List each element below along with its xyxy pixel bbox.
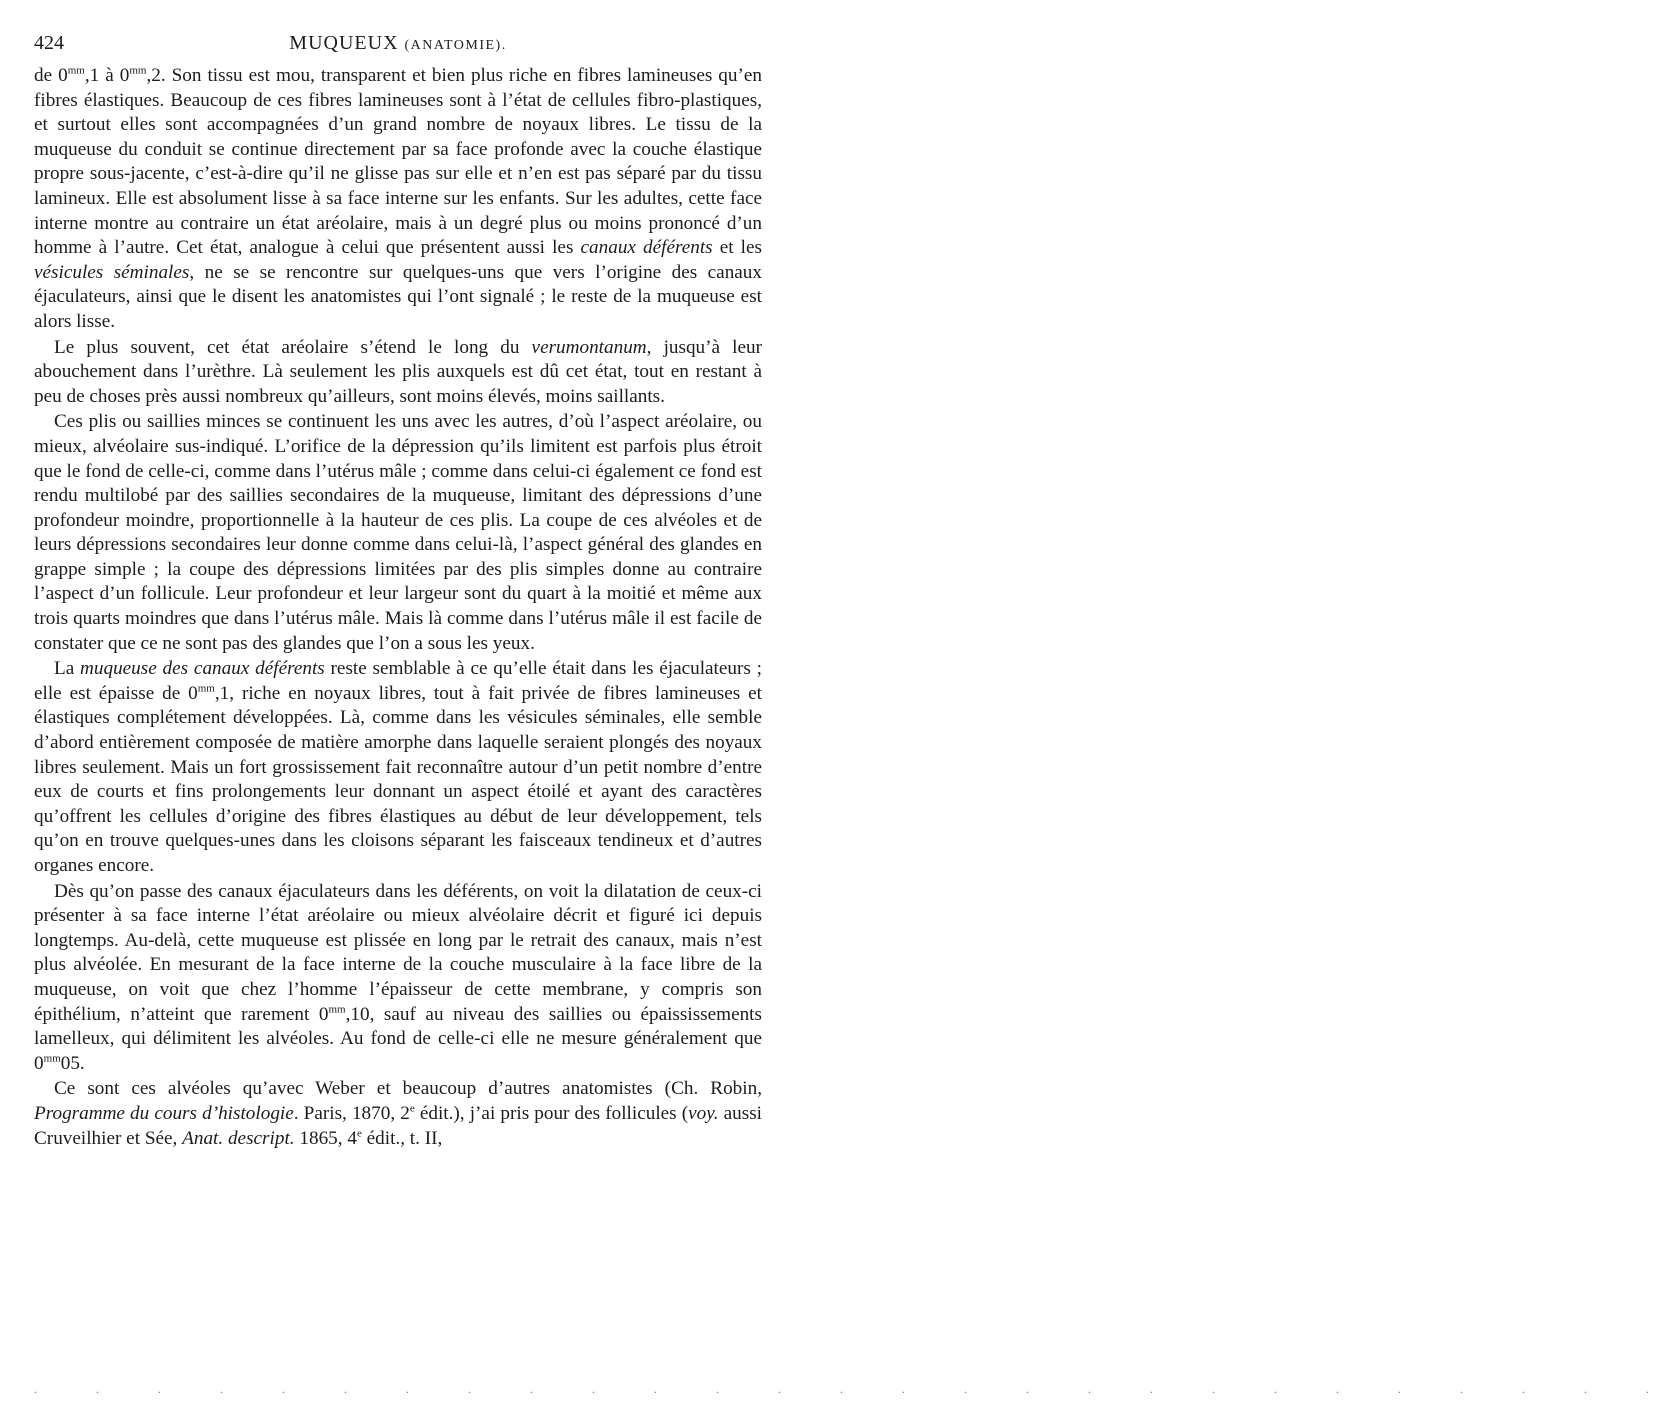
italic-term: voy.: [688, 1102, 719, 1124]
superscript: mm: [328, 1003, 346, 1016]
text-run: ,1 à 0: [84, 65, 130, 86]
text-run: 05.: [60, 1052, 85, 1074]
text-run: Ce sont ces alvéoles qu’avec Weber et beaucoup d’autres anatomistes (Ch. Robin,: [54, 1078, 762, 1100]
italic-term: Anat. descript.: [182, 1127, 295, 1149]
superscript: mm: [129, 64, 147, 77]
italic-term: verumontanum: [531, 336, 647, 358]
text-run: ,2. Son tissu est mou, transparent et bien plus riche en fibres lamineuses qu’en fibres élastiques. Beaucoup de ces fibres lamineuses sont à l’état de cellules fibro-plastiques, et surtout elles sont accompagnées d’un grand nombre de noyaux libres. Le tissu de la muqueuse du conduit se continue directement par sa face profonde avec la couche élastique propre sous-jacente, c’est-à-dire qu’il ne glisse pas sur elle et n’en est pas séparé par du tissu lamineux. Elle est absolument lisse à sa face interne sur les enfants. Sur les adultes, cette face interne montre au contraire un état aréolaire, mais à un degré plus ou moins prononcé d’un homme à l’autre. Cet état, analogue à celui que présentent aussi les: [34, 65, 762, 259]
text-run: Le plus souvent, cet état aréolaire s’étend le long du: [54, 336, 532, 358]
text-run: 1865, 4: [294, 1127, 357, 1149]
text-run: édit., t. II,: [361, 1127, 443, 1149]
italic-term: canaux déférents: [580, 237, 713, 259]
text-run: édit.), j’ai pris pour des follicules (: [414, 1102, 689, 1124]
italic-term: vésicules séminales: [34, 261, 190, 283]
paragraph: [34, 64, 762, 335]
text-run: ,10, sauf au niveau des saillies ou épaississements lamelleux, qui délimitent les alvéoles. Au fond de celle-ci elle ne mesure généralement que 0: [34, 1003, 762, 1074]
running-head-title: MUQUEUX: [289, 32, 399, 54]
paragraph: [34, 1077, 762, 1151]
page-header: [34, 28, 762, 64]
running-head-subtitle: (ANATOMIE).: [404, 38, 507, 53]
paragraph: [34, 336, 762, 410]
page-number: 424: [34, 32, 64, 54]
text-run: . Paris, 1870, 2: [293, 1102, 410, 1124]
paragraph: [34, 410, 762, 656]
italic-term: Programme du cours d’histologie: [34, 1102, 294, 1124]
text-run: La: [54, 658, 81, 680]
text-run: Dès qu’on passe des canaux éjaculateurs dans les déférents, on voit la dilatation de ceux-ci présenter à sa face interne l’état aréolaire ou mieux alvéolaire décrit et figuré ici depuis longtemps. Au-delà, cette muqueuse est plissée en long par le retrait des canaux, mais n’est plus alvéolée. En mesurant de la face interne de la couche musculaire à la face libre de la muqueuse, on voit que chez l’homme l’épaisseur de cette membrane, y compris son épithélium, n’atteint que rarement 0: [34, 880, 762, 1025]
superscript: e: [356, 1127, 362, 1140]
text-run: et les: [712, 237, 762, 259]
text-run: Ces plis ou saillies minces se continuent les uns avec les autres, d’où l’aspect aréolaire, ou mieux, alvéolaire sus-indiqué. L’orifice de la dépression qu’ils limitent est parfois plus étroit que le fond de celle-ci, comme dans l’utérus mâle ; comme dans celui-ci également ce fond est rendu multilobé par des saillies secondaires de la muqueuse, limitant des dépressions d’une profondeur moindre, proportionnelle à la hauteur de ces plis. La coupe de ces alvéoles et de leurs dépressions secondaires leur donne comme dans celui-là, l’aspect général des glandes en grappe simple ; la coupe des dépressions limitées par des plis simples donne au contraire l’aspect d’un follicule. Leur profondeur et leur largeur sont du quart à la moitié et même aux trois quarts moindres que dans l’utérus mâle. Mais là comme dans l’utérus mâle il est facile de constater que ce ne sont pas des glandes que l’on a sous les yeux.: [34, 411, 762, 654]
text-run: ,1, riche en noyaux libres, tout à fait privée de fibres lamineuses et élastiques complétement développées. Là, comme dans les vésicules séminales, elle semble d’abord entièrement composée de matière amorphe dans laquelle seraient plongés des noyaux libres seulement. Mais un fort grossissement fait reconnaître autour d’un petit nombre d’entre eux de courts et fins prolongements leur donnant un aspect étoilé et ayant des caractères qu’offrent les cellules d’origine des fibres élastiques au début de leur développement, tels qu’on en trouve quelques-unes dans les cloisons séparant les faisceaux tendineux et d’autres organes encore.: [34, 682, 762, 876]
body-text: [34, 64, 762, 1151]
text-run: reste semblable à ce qu’elle était dans les éjaculateurs ; elle est épaisse de 0: [34, 658, 762, 704]
text-run: aussi Cruveilhier et Sée,: [34, 1102, 762, 1149]
superscript: e: [409, 1102, 415, 1115]
paragraph: [34, 657, 762, 878]
text-run: , jusqu’à leur abouchement dans l’urèthre. Là seulement les plis auxquels est dû cet état, tout en restant à peu de choses près aussi nombreux qu’ailleurs, sont moins élevés, moins saillants.: [34, 336, 762, 407]
superscript: mm: [43, 1052, 61, 1065]
paragraph: [34, 880, 762, 1077]
scan-artifact-dots: . . . . . . . . . . . . . . . . . . . . . . . . . . .: [34, 1382, 1677, 1396]
running-head: [34, 32, 762, 55]
superscript: mm: [197, 682, 215, 695]
text-run: de 0: [34, 65, 68, 86]
superscript: mm: [67, 64, 85, 77]
italic-term: muqueuse des canaux déférents: [80, 658, 325, 680]
text-run: , ne se se rencontre sur quelques-uns que vers l’origine des canaux éjaculateurs, ainsi que le disent les anatomistes qui l’ont signalé ; le reste de la muqueuse est alors lisse.: [34, 261, 762, 332]
